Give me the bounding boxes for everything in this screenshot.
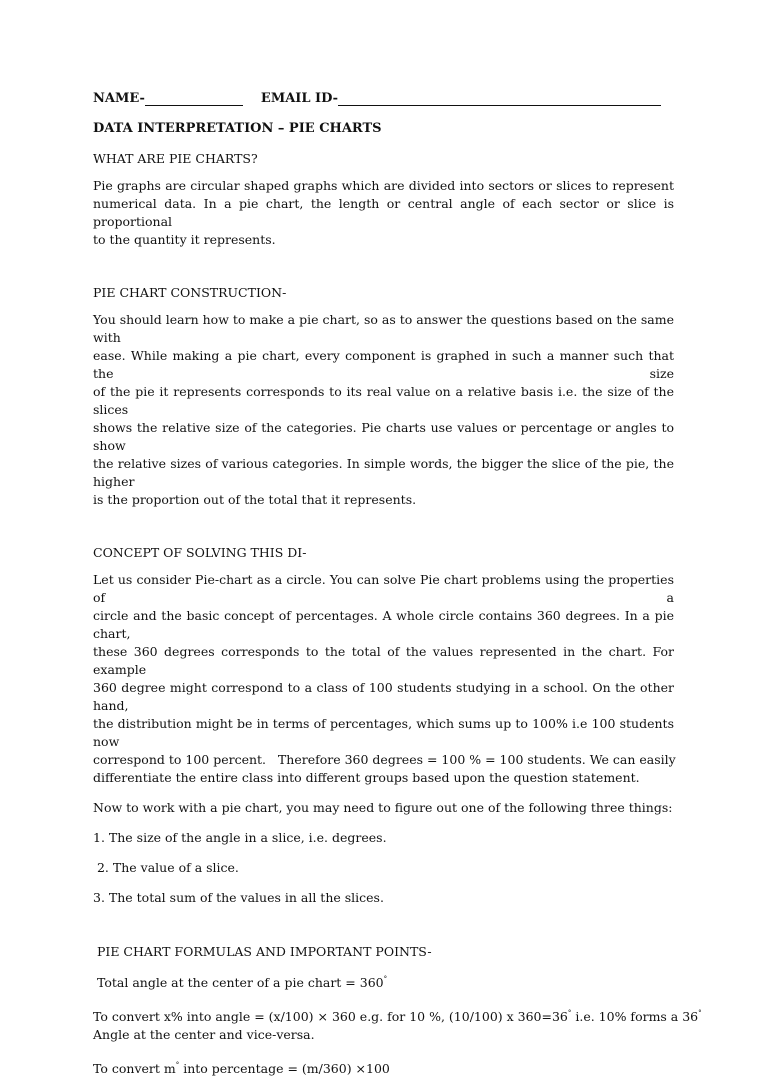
degree-symbol: ° (698, 1009, 702, 1017)
paragraph-line: Let us consider Pie-chart as a circle. You can solve Pie chart problems using the properties of a (93, 572, 674, 605)
formula-convert-percent: To convert x% into angle = (x/100) × 360 e.g. for 10 %, (10/100) x 360=36° i.e. 10% forms a 36° Angle at the center and vice-versa. (93, 1009, 702, 1042)
work-intro: Now to work with a pie chart, you may need to figure out one of the following three things: (93, 800, 673, 815)
what-heading: WHAT ARE PIE CHARTS? (93, 151, 258, 166)
what-paragraph (93, 177, 674, 249)
degree-symbol: ° (567, 1009, 572, 1017)
formulas-heading: PIE CHART FORMULAS AND IMPORTANT POINTS- (93, 944, 432, 959)
paragraph-line: to the quantity it represents. (93, 232, 276, 247)
work-item-2: 2. The value of a slice. (93, 860, 239, 875)
paragraph-line: shows the relative size of the categories. Pie charts use values or percentage or angles to show (93, 420, 674, 453)
document-page (93, 86, 702, 1078)
name-blank-line[interactable] (145, 93, 243, 106)
concept-heading: CONCEPT OF SOLVING THIS DI- (93, 545, 307, 560)
formula-convert-degree: To convert m° into percentage = (m/360) ×100 (93, 1061, 390, 1076)
paragraph-line: circle and the basic concept of percentages. A whole circle contains 360 degrees. In a pie chart, (93, 608, 674, 641)
email-label: EMAIL ID- (260, 91, 339, 106)
header-row (93, 86, 674, 106)
work-item-3: 3. The total sum of the values in all the slices. (93, 890, 384, 905)
email-blank-line[interactable] (338, 93, 661, 106)
paragraph-line: Pie graphs are circular shaped graphs which are divided into sectors or slices to represent (93, 178, 674, 193)
paragraph-line: ease. While making a pie chart, every component is graphed in such a manner such that the size (93, 348, 674, 381)
paragraph-line: You should learn how to make a pie chart, so as to answer the questions based on the same with (93, 312, 674, 345)
formula-total-angle: Total angle at the center of a pie chart = 360° (93, 975, 388, 990)
paragraph-line: of the pie it represents corresponds to its real value on a relative basis i.e. the size of the slices (93, 384, 674, 417)
degree-symbol: ° (175, 1061, 180, 1069)
paragraph-line: the distribution might be in terms of percentages, which sums up to 100% i.e 100 students now (93, 716, 674, 749)
paragraph-line: differentiate the entire class into different groups based upon the question statement. (93, 770, 640, 785)
concept-paragraph (93, 571, 674, 787)
paragraph-line: numerical data. In a pie chart, the length or central angle of each sector or slice is proportional (93, 196, 674, 229)
construction-heading: PIE CHART CONSTRUCTION- (93, 285, 287, 300)
degree-symbol: ° (383, 975, 388, 983)
page-title: DATA INTERPRETATION – PIE CHARTS (93, 121, 382, 136)
paragraph-line: the relative sizes of various categories. In simple words, the bigger the slice of the pie, the higher (93, 456, 674, 489)
paragraph-line: these 360 degrees corresponds to the total of the values represented in the chart. For example (93, 644, 674, 677)
name-label: NAME- (93, 91, 145, 106)
paragraph-line: is the proportion out of the total that it represents. (93, 492, 417, 507)
construction-paragraph (93, 311, 674, 509)
paragraph-line: correspond to 100 percent. Therefore 360 degrees = 100 % = 100 students. We can easily (93, 752, 676, 767)
paragraph-line: 360 degree might correspond to a class of 100 students studying in a school. On the other hand, (93, 680, 674, 713)
work-item-1: 1. The size of the angle in a slice, i.e. degrees. (93, 830, 387, 845)
